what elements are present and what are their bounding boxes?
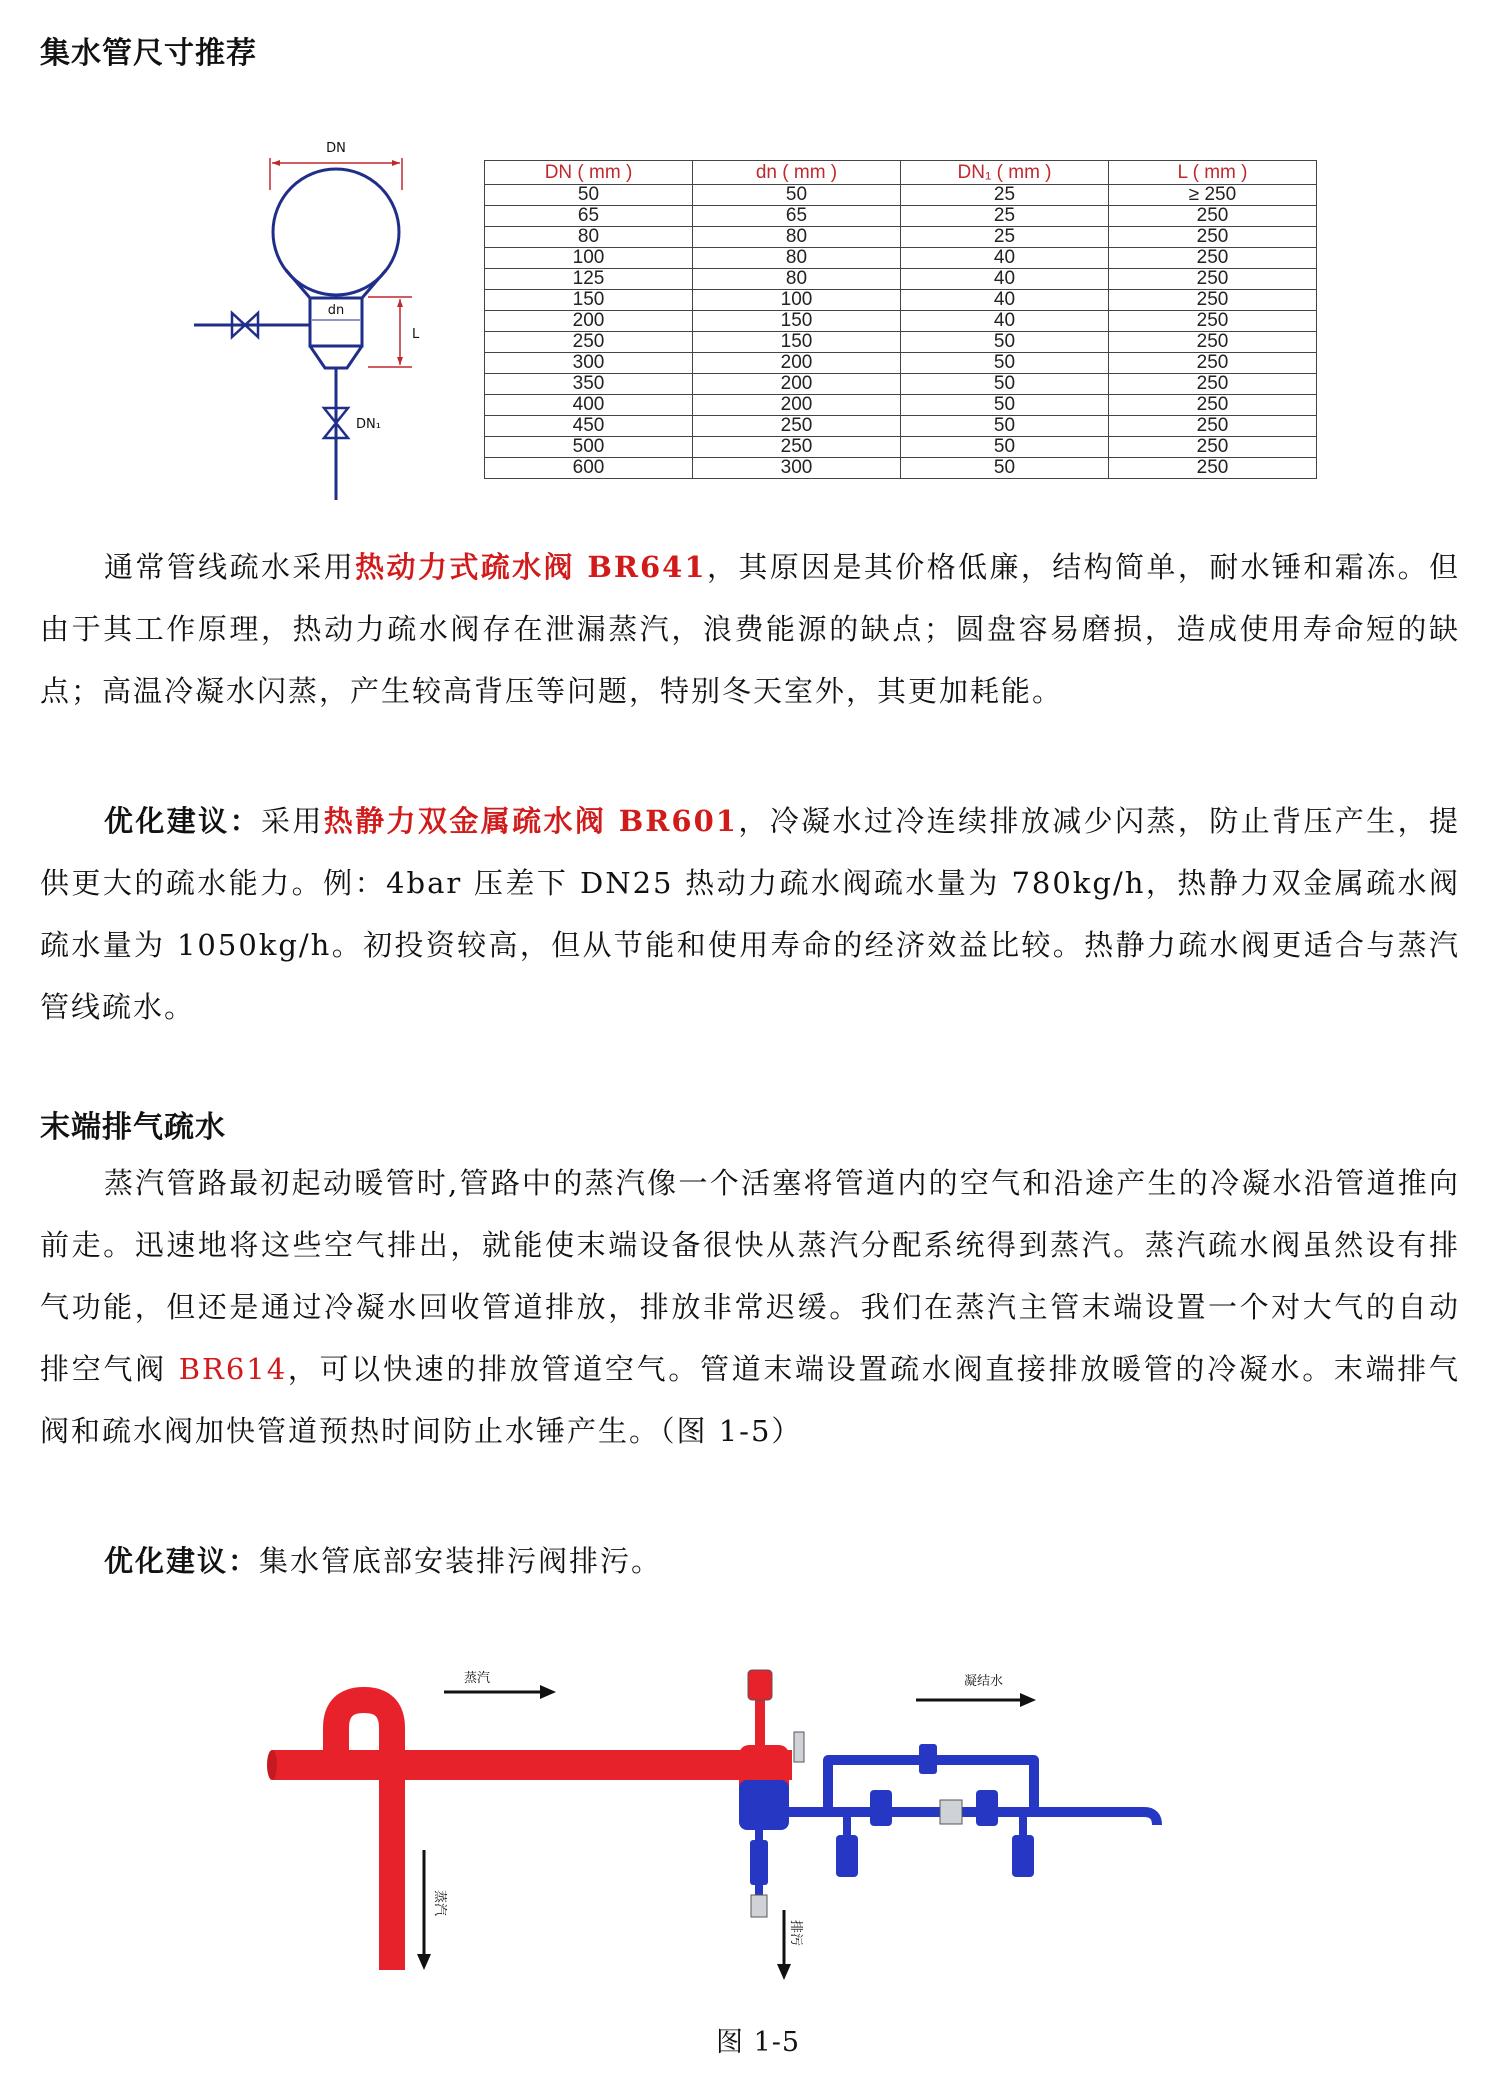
table-cell: 65 xyxy=(693,206,901,227)
table-cell: 50 xyxy=(901,332,1109,353)
table-cell: 150 xyxy=(693,311,901,332)
product-highlight-br641: 热动力式疏水阀 BR641 xyxy=(355,550,707,584)
table-cell: 80 xyxy=(693,227,901,248)
table-cell: 150 xyxy=(485,290,693,311)
piping-diagram xyxy=(264,1640,1164,1980)
product-highlight-br614: BR614 xyxy=(178,1352,288,1386)
table-cell: 250 xyxy=(1109,395,1317,416)
table-row xyxy=(485,416,1317,437)
table-cell: 250 xyxy=(1109,206,1317,227)
table-cell: 250 xyxy=(1109,290,1317,311)
table-row xyxy=(485,206,1317,227)
table-row xyxy=(485,290,1317,311)
table-header: DN ( mm ) xyxy=(485,161,693,185)
table-row xyxy=(485,227,1317,248)
table-cell: 80 xyxy=(693,248,901,269)
table-cell: 50 xyxy=(485,185,693,206)
dn-small-label: dn xyxy=(327,303,345,318)
table-cell: 25 xyxy=(901,206,1109,227)
paragraph-end-venting xyxy=(40,1152,1460,1462)
table-cell: 400 xyxy=(485,395,693,416)
table-cell: 80 xyxy=(693,269,901,290)
para3-suffix: ，可以快速的排放管道空气。管道末端设置疏水阀直接排放暖管的冷凝水。末端排气阀和疏水阀加快管道预热时间防止水锤产生。（图 1-5） xyxy=(40,1352,1460,1448)
table-cell: 50 xyxy=(901,353,1109,374)
paragraph-optimization-2 xyxy=(40,1530,1460,1592)
table-cell: 200 xyxy=(485,311,693,332)
condensate-flow-label: 凝结水 xyxy=(964,1674,1004,1689)
table-cell: 200 xyxy=(693,374,901,395)
size-table xyxy=(484,160,1317,479)
table-cell: 50 xyxy=(901,458,1109,479)
table-header: DN₁ ( mm ) xyxy=(901,161,1109,185)
table-cell: 25 xyxy=(901,185,1109,206)
para2-prefix: 采用 xyxy=(260,804,324,838)
table-row xyxy=(485,248,1317,269)
table-cell: 25 xyxy=(901,227,1109,248)
table-header: L ( mm ) xyxy=(1109,161,1317,185)
table-cell: 250 xyxy=(1109,458,1317,479)
table-row xyxy=(485,395,1317,416)
table-cell: 600 xyxy=(485,458,693,479)
table-cell: 125 xyxy=(485,269,693,290)
table-cell: 50 xyxy=(901,395,1109,416)
para1-suffix: ，其原因是其价格低廉，结构简单，耐水锤和霜冻。但由于其工作原理，热动力疏水阀存在泄漏蒸汽，浪费能源的缺点；圆盘容易磨损，造成使用寿命短的缺点；高温冷凝水闪蒸，产生较高背压等问题，特别冬天室外，其更加耗能。 xyxy=(40,550,1460,708)
para1-prefix: 通常管线疏水采用 xyxy=(104,550,356,584)
table-cell: 50 xyxy=(901,437,1109,458)
table-cell: 250 xyxy=(1109,437,1317,458)
table-cell: 350 xyxy=(485,374,693,395)
table-cell: 65 xyxy=(485,206,693,227)
table-cell: 500 xyxy=(485,437,693,458)
table-cell: 250 xyxy=(1109,353,1317,374)
table-cell: 250 xyxy=(1109,416,1317,437)
table-cell: 250 xyxy=(1109,374,1317,395)
l-label: L xyxy=(412,327,420,342)
product-highlight-br601: 热静力双金属疏水阀 BR601 xyxy=(323,804,738,838)
table-cell: 250 xyxy=(1109,227,1317,248)
blowdown-label: 排污 xyxy=(788,1920,803,1947)
dn-label: DN xyxy=(326,141,346,156)
table-row xyxy=(485,332,1317,353)
table-cell: 50 xyxy=(901,374,1109,395)
table-cell: 40 xyxy=(901,311,1109,332)
table-cell: 250 xyxy=(693,437,901,458)
paragraph-optimization-1 xyxy=(40,790,1460,1038)
collector-sketch xyxy=(190,130,430,510)
table-row xyxy=(485,374,1317,395)
table-cell: 100 xyxy=(485,248,693,269)
table-header: dn ( mm ) xyxy=(693,161,901,185)
section-heading-collector-size: 集水管尺寸推荐 xyxy=(40,36,257,71)
table-cell: 250 xyxy=(1109,269,1317,290)
table-cell: ≥ 250 xyxy=(1109,185,1317,206)
section-heading-end-venting: 末端排气疏水 xyxy=(40,1110,226,1145)
dn1-label: DN₁ xyxy=(356,417,381,432)
figure-caption: 图 1-5 xyxy=(716,2027,801,2058)
table-cell: 100 xyxy=(693,290,901,311)
table-cell: 250 xyxy=(485,332,693,353)
table-cell: 50 xyxy=(693,185,901,206)
table-row xyxy=(485,269,1317,290)
table-cell: 300 xyxy=(485,353,693,374)
table-cell: 150 xyxy=(693,332,901,353)
para4-text: 集水管底部安装排污阀排污。 xyxy=(259,1544,663,1578)
para2-suffix: ，冷凝水过冷连续排放减少闪蒸，防止背压产生，提供更大的疏水能力。例：4bar 压差下 DN25 热动力疏水阀疏水量为 780kg/h，热静力双金属疏水阀疏水量为 1050kg/h。初投资较高，但从节能和使用寿命的经济效益比较。热静力疏水阀更适合与蒸汽管线疏水。 xyxy=(40,804,1460,1024)
table-row xyxy=(485,437,1317,458)
size-table-wrap xyxy=(484,160,1317,479)
table-cell: 200 xyxy=(693,395,901,416)
table-header-row xyxy=(485,161,1317,185)
table-row xyxy=(485,311,1317,332)
table-cell: 450 xyxy=(485,416,693,437)
table-row xyxy=(485,185,1317,206)
table-row xyxy=(485,353,1317,374)
table-cell: 40 xyxy=(901,290,1109,311)
table-cell: 40 xyxy=(901,269,1109,290)
table-cell: 250 xyxy=(1109,332,1317,353)
para3-prefix: 蒸汽管路最初起动暖管时,管路中的蒸汽像一个活塞将管道内的空气和沿途产生的冷凝水沿管道推向前走。迅速地将这些空气排出，就能使末端设备很快从蒸汽分配系统得到蒸汽。蒸汽疏水阀虽然设有排气功能，但还是通过冷凝水回收管道排放，排放非常迟缓。我们在蒸汽主管末端设置一个对大气的自动排空气阀 xyxy=(40,1166,1460,1386)
table-cell: 200 xyxy=(693,353,901,374)
table-cell: 50 xyxy=(901,416,1109,437)
table-cell: 250 xyxy=(1109,311,1317,332)
table-cell: 80 xyxy=(485,227,693,248)
suggestion-label: 优化建议： xyxy=(104,1544,260,1578)
steam-down-label: 蒸汽 xyxy=(432,1890,447,1917)
steam-flow-label: 蒸汽 xyxy=(464,1671,491,1686)
table-row xyxy=(485,458,1317,479)
table-cell: 300 xyxy=(693,458,901,479)
table-cell: 40 xyxy=(901,248,1109,269)
paragraph-thermodynamic-trap xyxy=(40,536,1460,722)
suggestion-label: 优化建议： xyxy=(104,804,261,838)
table-cell: 250 xyxy=(1109,248,1317,269)
table-cell: 250 xyxy=(693,416,901,437)
